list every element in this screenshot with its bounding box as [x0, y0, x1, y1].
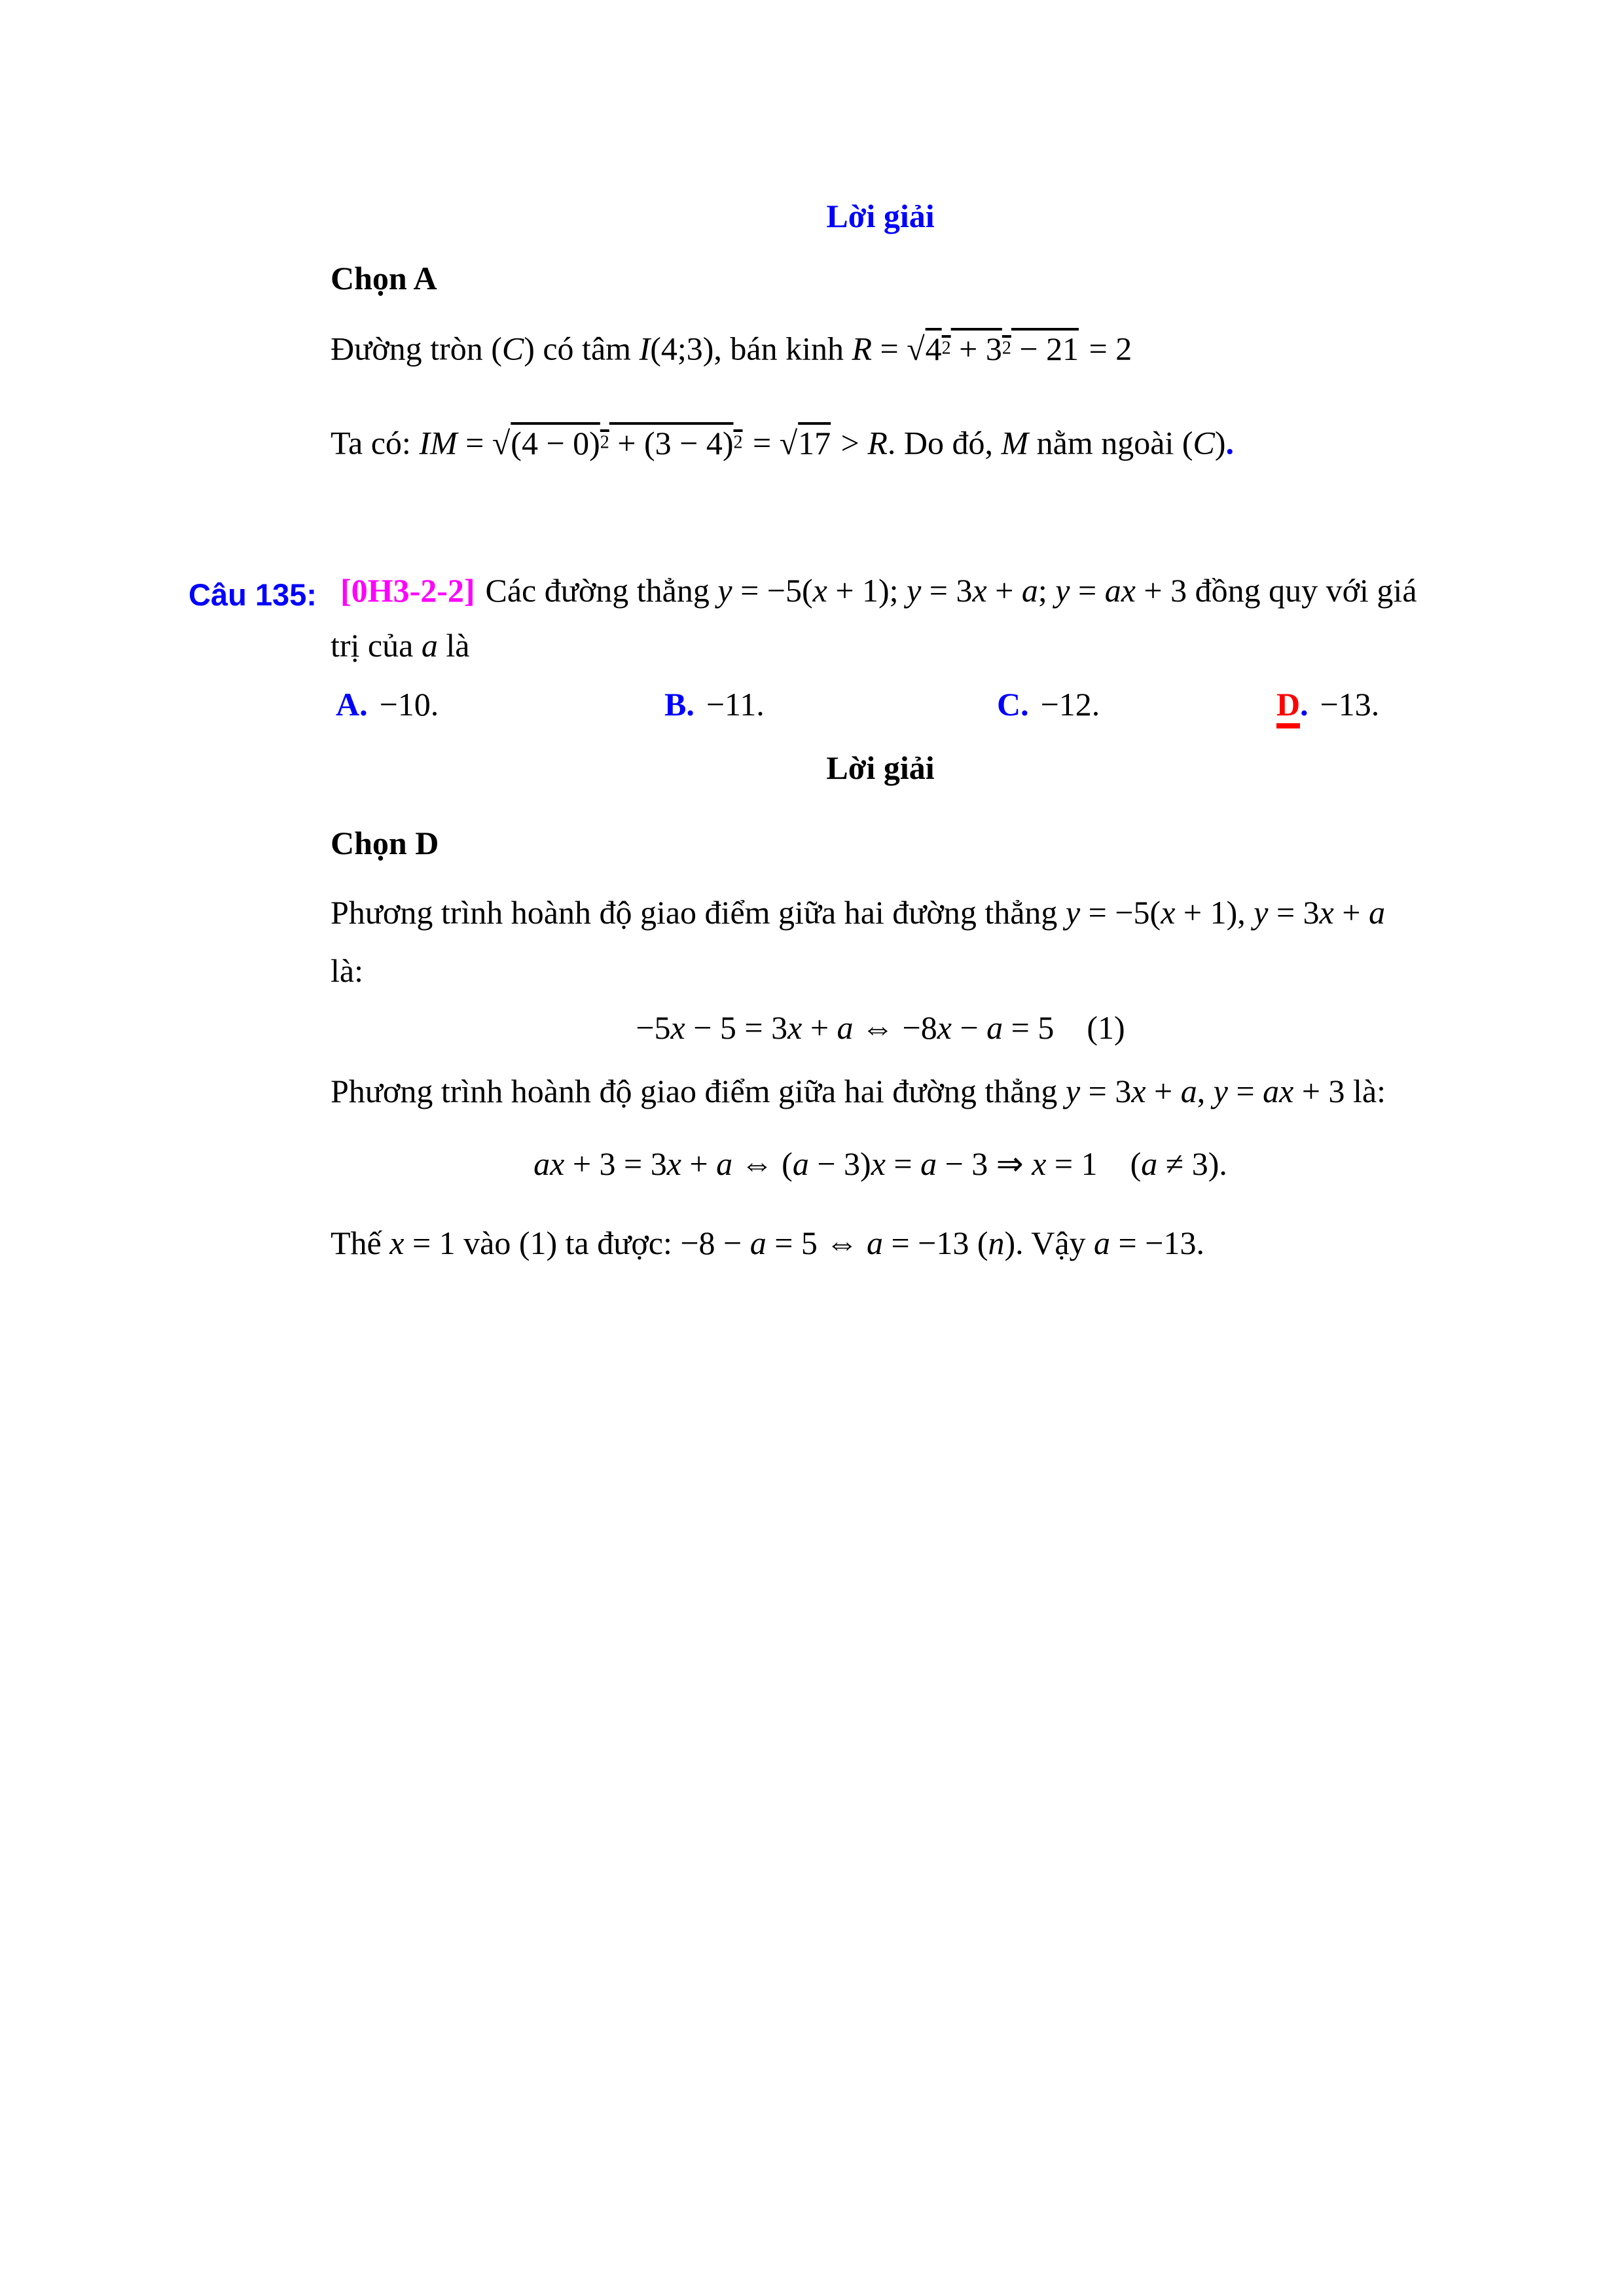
- choose-a-label: Chọn A: [331, 260, 437, 296]
- solution-1-heading-row: [331, 196, 1430, 236]
- option-b-dot: .: [686, 686, 695, 723]
- equation-2: ax + 3 = 3x + a ⇔ (a − 3)x = a − 3 ⇒ x = 1 (a ≠ 3).: [533, 1145, 1227, 1182]
- option-a-value: −10.: [379, 686, 439, 723]
- option-a-dot: .: [359, 686, 368, 723]
- question-line-1: [340, 571, 1417, 610]
- question-tag: [0H3-2-2]: [340, 572, 475, 609]
- option-b: [664, 685, 765, 723]
- question-number-row: [189, 575, 317, 615]
- question-number: Câu 135:: [189, 577, 317, 612]
- option-d-dot: .: [1300, 686, 1308, 723]
- option-c-value: −12.: [1040, 686, 1100, 723]
- option-c-letter: C: [997, 686, 1021, 723]
- solution-2-heading-row: [331, 748, 1430, 787]
- solution-2-paragraph-2: Phương trình hoành độ giao điểm giữa hai đường thẳng y = 3x + a, y = ax + 3 là:: [331, 1073, 1386, 1109]
- solution-1-heading: Lời giải: [826, 198, 935, 234]
- solution-2-paragraph-3: Thế x = 1 vào (1) ta được: −8 − a = 5 ⇔ a = −13 (n). Vậy a = −13.: [331, 1225, 1204, 1261]
- option-b-value: −11.: [706, 686, 765, 723]
- solution-1-line-2: Ta có: IM = √(4 − 0)2 + (3 − 4)2 = √17 > R. Do đó, M nằm ngoài (C).: [331, 424, 1235, 461]
- option-c-dot: .: [1020, 686, 1029, 723]
- solution-2-heading: Lời giải: [826, 749, 935, 786]
- question-line-1-text: Các đường thẳng y = −5(x + 1); y = 3x + a; y = ax + 3 đồng quy với giá: [485, 572, 1417, 609]
- option-a-letter: A: [336, 686, 360, 723]
- solution-1-line-1: Đường tròn (C) có tâm I(4;3), bán kinh R = √42 + 32 − 21 = 2: [331, 330, 1132, 367]
- solution-2-paragraph-1: Phương trình hoành độ giao điểm giữa hai đường thẳng y = −5(x + 1), y = 3x + a: [331, 894, 1386, 931]
- equation-1: −5x − 5 = 3x + a ⇔ −8x − a = 5 (1): [636, 1009, 1125, 1046]
- option-b-letter: B: [664, 686, 687, 723]
- option-d-letter: D: [1276, 686, 1300, 728]
- question-line-2: trị của a là: [331, 627, 470, 664]
- solution-2-paragraph-1b: là:: [331, 952, 363, 989]
- option-a: [336, 685, 439, 723]
- option-d-value: −13.: [1320, 686, 1380, 723]
- choose-d-label: Chọn D: [331, 825, 439, 861]
- option-c: [997, 685, 1100, 723]
- option-d: [1276, 685, 1379, 723]
